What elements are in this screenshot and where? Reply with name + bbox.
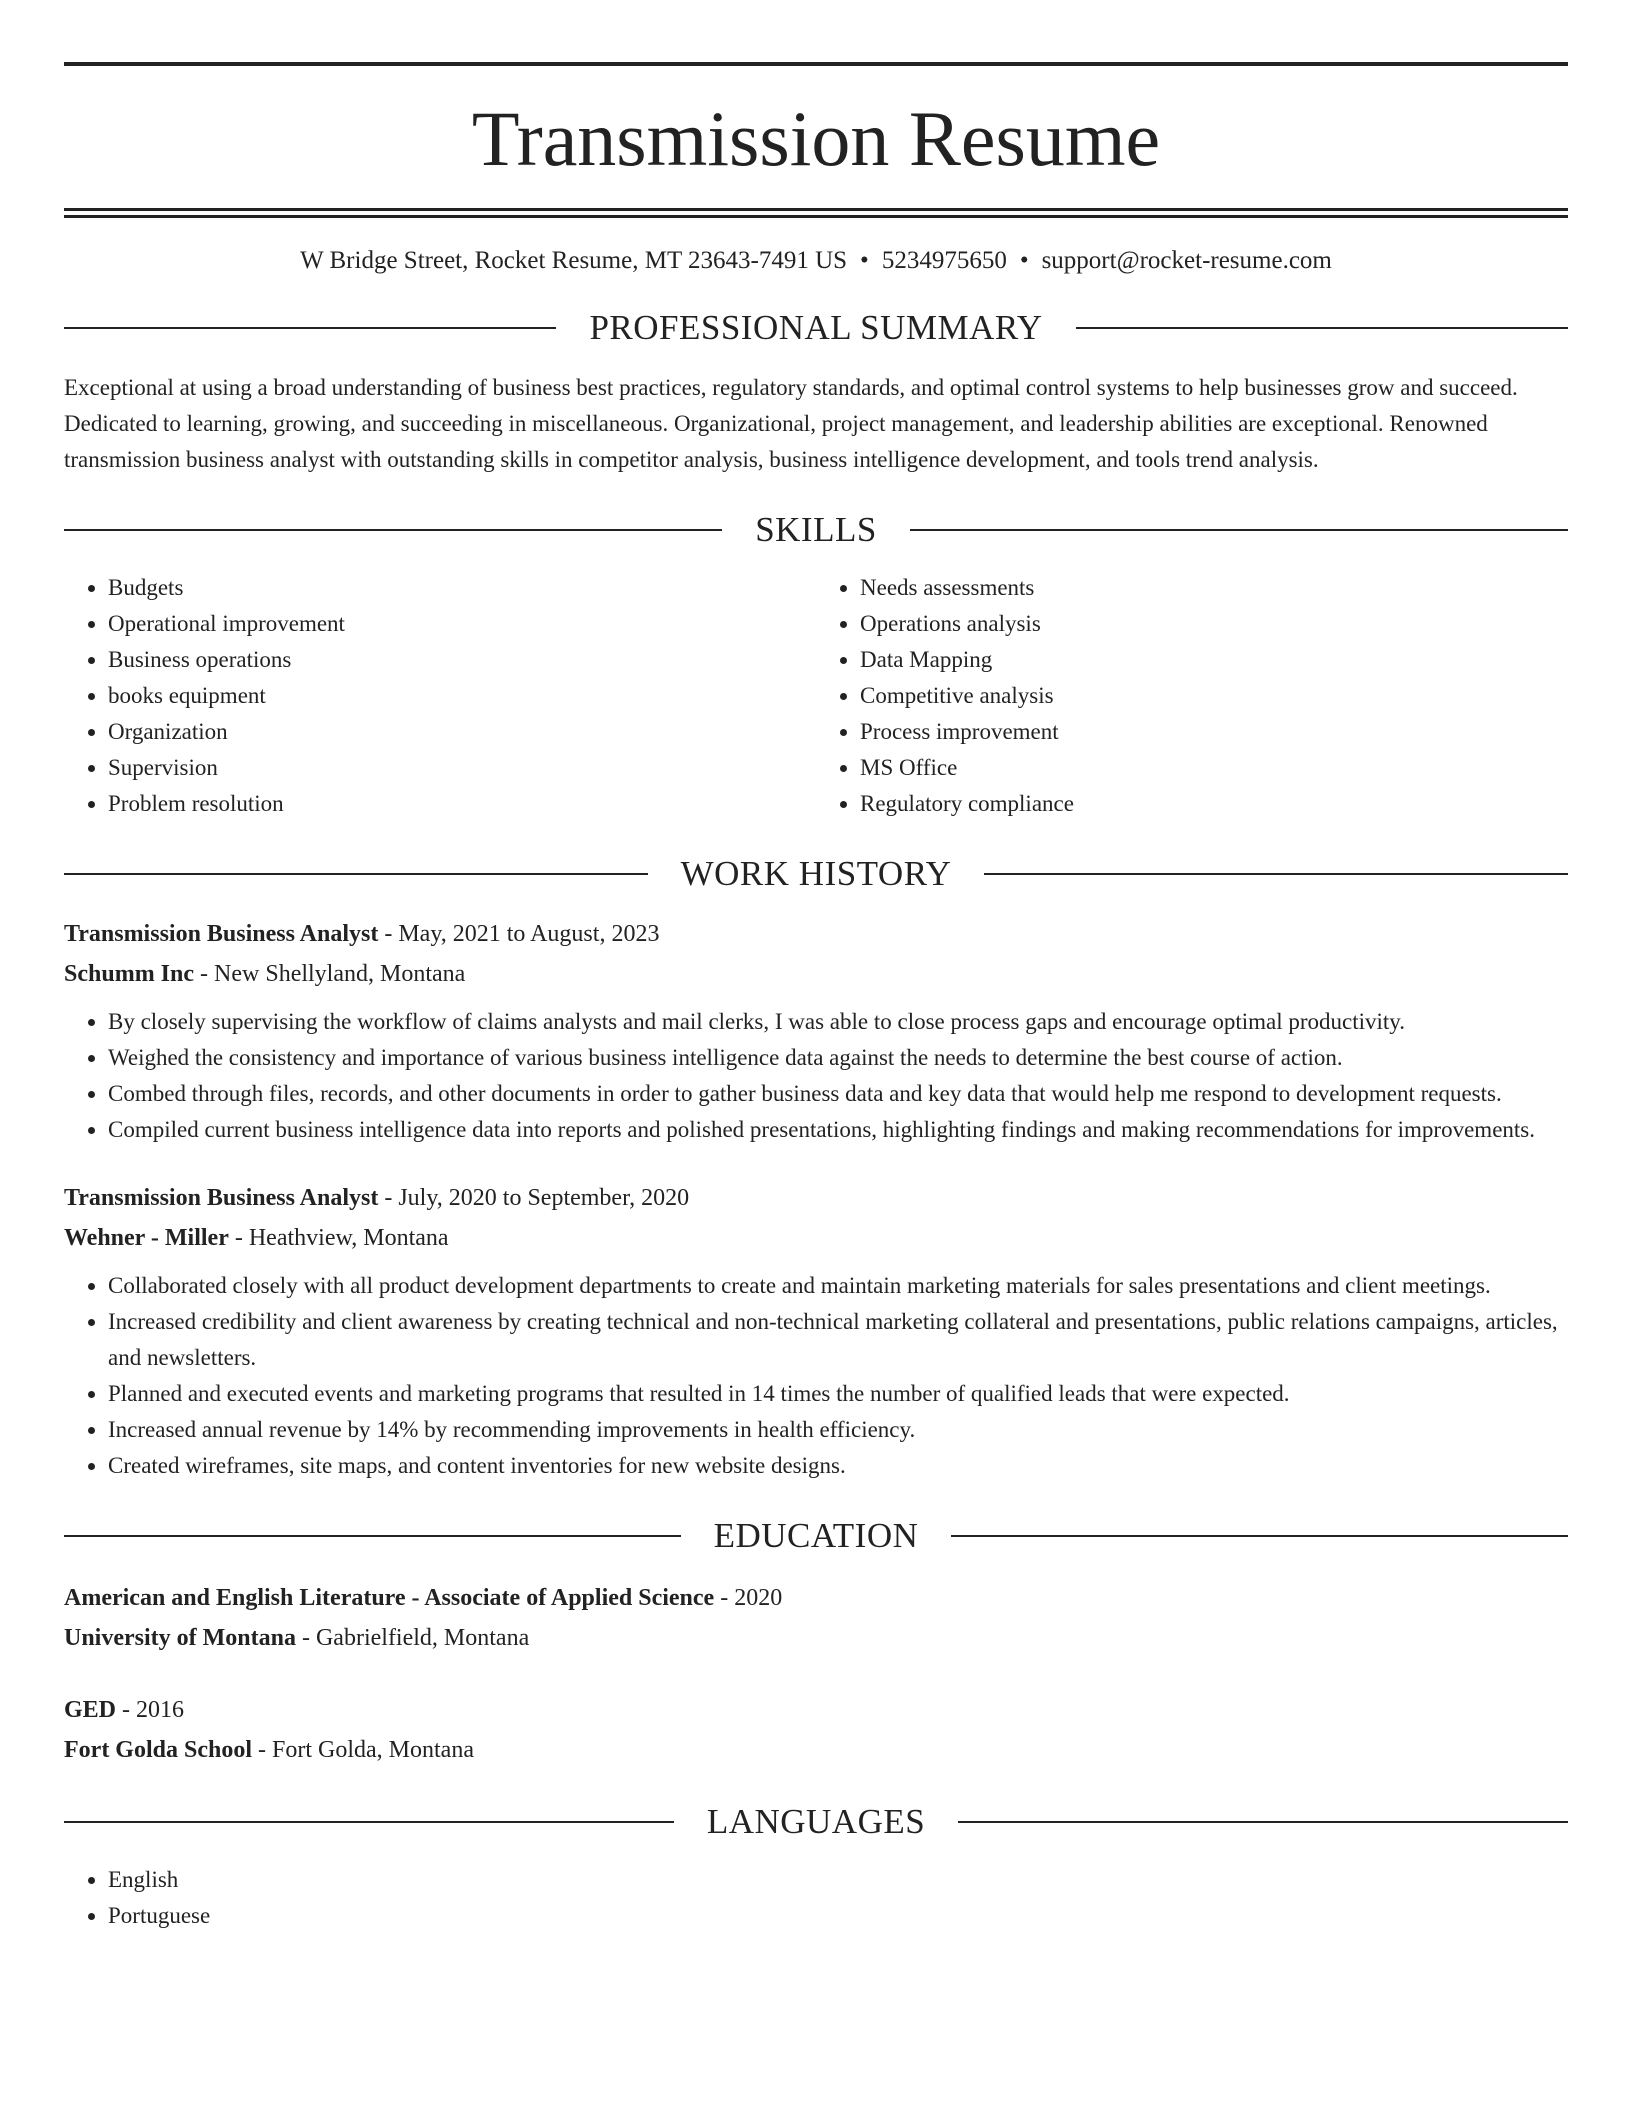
- education-school-line: [64, 1730, 1568, 1770]
- heading-rule: [64, 1535, 681, 1537]
- education-degree: American and English Literature - Associate of Applied Science: [64, 1585, 715, 1611]
- title-double-rule: [64, 208, 1568, 218]
- contact-line: [64, 246, 1568, 276]
- education-location: - Gabrielfield, Montana: [295, 1625, 530, 1651]
- job-bullet: • Created wireframes, site maps, and content inventories for new website designs.: [108, 1448, 1568, 1484]
- job-entry: [64, 914, 1568, 1148]
- heading-rule: [910, 529, 1568, 531]
- contact-separator: •: [860, 247, 869, 274]
- education-degree: GED: [64, 1697, 117, 1723]
- skill-item: • Business operations: [108, 642, 816, 678]
- skills-column-right: [816, 570, 1568, 822]
- skill-item: • MS Office: [860, 750, 1568, 786]
- job-dates: - May, 2021 to August, 2023: [378, 921, 660, 947]
- language-item: • English: [108, 1862, 1568, 1898]
- job-title-line: [64, 914, 1568, 954]
- section-heading-work-history: [64, 844, 1568, 904]
- heading-rule: [64, 1821, 674, 1823]
- education-school: Fort Golda School: [64, 1737, 253, 1763]
- resume-title: Transmission Resume: [471, 95, 1161, 182]
- job-bullet: • Planned and executed events and marketing programs that resulted in 14 times the number of qualified leads that were expected.: [108, 1376, 1568, 1412]
- education-degree-line: [64, 1690, 1568, 1730]
- heading-rule: [64, 529, 722, 531]
- skill-item: • Operations analysis: [860, 606, 1568, 642]
- job-bullet: • Combed through files, records, and other documents in order to gather business data and key data that would help me respond to development requests.: [108, 1076, 1568, 1112]
- education-school-line: [64, 1618, 1568, 1658]
- heading-rule: [984, 873, 1568, 875]
- section-heading-languages: [64, 1792, 1568, 1852]
- contact-phone: 5234975650: [881, 247, 1007, 274]
- education-location: - Fort Golda, Montana: [252, 1737, 474, 1763]
- section-heading-skills: [64, 500, 1568, 560]
- job-employer: Schumm Inc: [64, 961, 195, 987]
- job-bullet: • Increased annual revenue by 14% by recommending improvements in health efficiency.: [108, 1412, 1568, 1448]
- job-employer-line: [64, 1218, 1568, 1258]
- skill-item: • Needs assessments: [860, 570, 1568, 606]
- skill-item: • Organization: [108, 714, 816, 750]
- job-title: Transmission Business Analyst: [64, 1185, 379, 1211]
- skill-item: • Process improvement: [860, 714, 1568, 750]
- contact-address: W Bridge Street, Rocket Resume, MT 23643-7491 US: [300, 247, 848, 274]
- contact-email: support@rocket-resume.com: [1041, 247, 1332, 274]
- skill-item: • Problem resolution: [108, 786, 816, 822]
- job-title: Transmission Business Analyst: [64, 921, 379, 947]
- job-bullets: [64, 1004, 1568, 1148]
- skill-item: • Data Mapping: [860, 642, 1568, 678]
- education-year: - 2020: [714, 1585, 783, 1611]
- education-school: University of Montana: [64, 1625, 296, 1651]
- skill-item: • Operational improvement: [108, 606, 816, 642]
- section-heading-label: PROFESSIONAL SUMMARY: [589, 308, 1043, 347]
- section-heading-education: [64, 1506, 1568, 1566]
- skill-item: • Regulatory compliance: [860, 786, 1568, 822]
- contact-separator: •: [1019, 247, 1029, 274]
- job-entry: [64, 1178, 1568, 1484]
- job-bullet: • Increased credibility and client awareness by creating technical and non-technical marketing collateral and presentations, public relations campaigns, articles, and newsletters.: [108, 1304, 1568, 1376]
- job-employer: Wehner - Miller: [64, 1225, 229, 1251]
- skill-item: • Budgets: [108, 570, 816, 606]
- job-employer-line: [64, 954, 1568, 994]
- heading-rule: [64, 327, 556, 329]
- heading-rule: [64, 873, 648, 875]
- skill-item: • books equipment: [108, 678, 816, 714]
- job-bullet: • Compiled current business intelligence data into reports and polished presentations, highlighting findings and making recommendations for improvements.: [108, 1112, 1568, 1148]
- resume-page: [64, 0, 1568, 1934]
- job-bullet: • By closely supervising the workflow of claims analysts and mail clerks, I was able to close process gaps and encourage optimal productivity.: [108, 1004, 1568, 1040]
- section-heading-label: SKILLS: [755, 510, 877, 549]
- skill-item: • Supervision: [108, 750, 816, 786]
- heading-rule: [958, 1821, 1568, 1823]
- section-heading-summary: [64, 298, 1568, 358]
- language-item: • Portuguese: [108, 1898, 1568, 1934]
- education-degree-line: [64, 1578, 1568, 1618]
- job-bullets: [64, 1268, 1568, 1484]
- education-entry: [64, 1690, 1568, 1770]
- languages-bullets: [64, 1862, 1568, 1934]
- job-bullet: • Collaborated closely with all product development departments to create and maintain marketing materials for sales presentations and client meetings.: [108, 1268, 1568, 1304]
- job-bullet: • Weighed the consistency and importance of various business intelligence data against the needs to determine the best course of action.: [108, 1040, 1568, 1076]
- skill-item: • Competitive analysis: [860, 678, 1568, 714]
- job-location: - Heathview, Montana: [228, 1225, 449, 1251]
- section-heading-label: EDUCATION: [713, 1516, 919, 1555]
- education-entry: [64, 1578, 1568, 1658]
- heading-rule: [1076, 327, 1568, 329]
- top-rule: [64, 62, 1568, 66]
- section-heading-label: WORK HISTORY: [680, 854, 952, 893]
- job-dates: - July, 2020 to September, 2020: [378, 1185, 690, 1211]
- section-heading-label: LANGUAGES: [706, 1802, 926, 1841]
- education-year: - 2016: [116, 1697, 185, 1723]
- job-location: - New Shellyland, Montana: [194, 961, 466, 987]
- job-title-line: [64, 1178, 1568, 1218]
- languages-list: [64, 1862, 1568, 1934]
- skills-list: [64, 570, 1568, 822]
- heading-rule: [951, 1535, 1568, 1537]
- summary-text: Exceptional at using a broad understanding of business best practices, regulatory standards, and optimal control systems to help businesses grow and succeed. Dedicated to learning, growing, and succeeding in miscellaneous. Organizational, project management, and leadership abilities are exceptional. Renowned transmission business analyst with outstanding skills in competitor analysis, business intelligence development, and tools trend analysis.: [64, 375, 1518, 472]
- skills-column-left: [64, 570, 816, 822]
